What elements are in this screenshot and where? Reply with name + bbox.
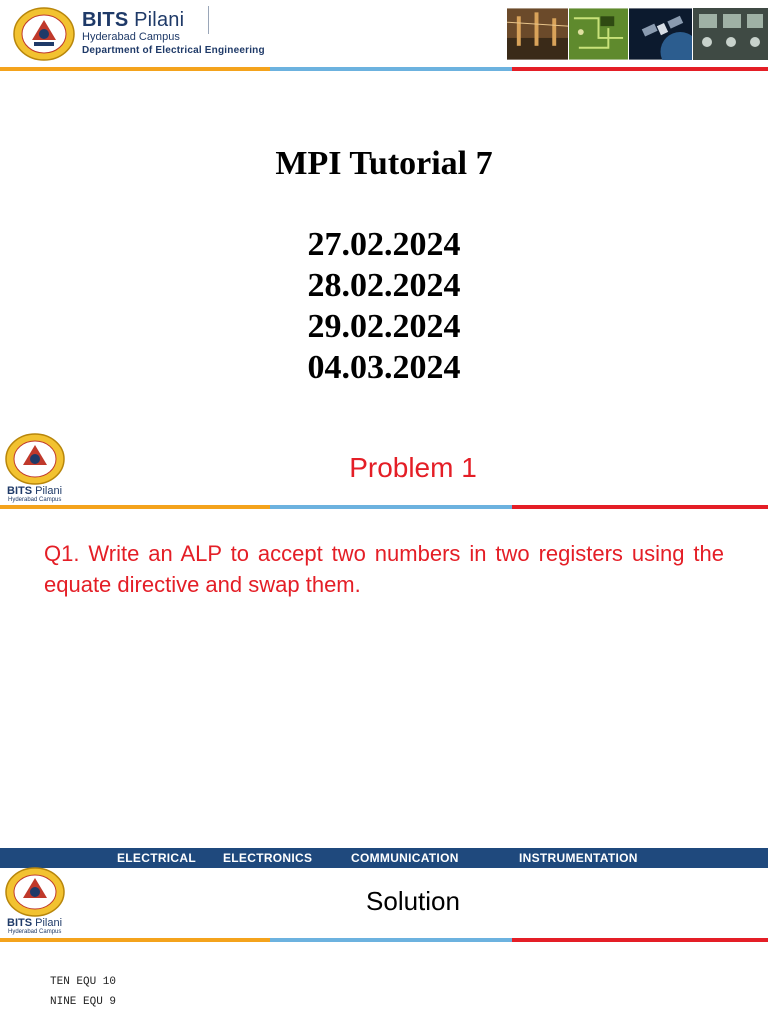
control-panel-photo (693, 8, 768, 60)
brand-small (7, 485, 62, 497)
brand-bold-text: BITS (7, 917, 33, 929)
circuit-board-photo (569, 8, 629, 60)
discipline-label: ELECTRONICS (223, 851, 313, 865)
code-line: TEN EQU 10 (50, 976, 117, 988)
solution-color-rule (0, 938, 768, 942)
brand-small (7, 917, 62, 929)
title-block (0, 140, 768, 388)
header-color-rule (0, 67, 768, 71)
brand-campus: Hyderabad Campus (82, 31, 180, 43)
tutorial-title: MPI Tutorial 7 (275, 145, 493, 182)
code-line: NINE EQU 9 (50, 996, 117, 1008)
brand-divider (208, 6, 209, 34)
brand-department: Department of Electrical Engineering (82, 45, 265, 56)
discipline-band (0, 848, 768, 868)
bits-seal-logo-icon (4, 866, 66, 918)
brand-title (82, 9, 184, 32)
session-date: 27.02.2024 (307, 226, 461, 263)
discipline-label: COMMUNICATION (351, 851, 459, 865)
brand-light-text: Pilani (134, 9, 185, 31)
brand-light-text: Pilani (35, 917, 63, 929)
session-date: 04.03.2024 (307, 349, 461, 386)
problem-color-rule (0, 505, 768, 509)
discipline-label: INSTRUMENTATION (519, 851, 638, 865)
slide-header (0, 0, 768, 72)
session-date: 29.02.2024 (307, 308, 461, 345)
brand-light-text: Pilani (35, 485, 63, 497)
brand-small-campus: Hyderabad Campus (8, 497, 62, 503)
question-text: Q1. Write an ALP to accept two numbers in two registers using the equate directive and swap them. (44, 541, 724, 597)
power-station-photo (507, 8, 569, 60)
problem-title: Problem 1 (349, 452, 477, 483)
code-block (50, 972, 116, 1012)
satellite-photo (629, 8, 693, 60)
brand-small-campus: Hyderabad Campus (8, 929, 62, 935)
bits-seal-logo-icon (12, 6, 76, 62)
header-photo-strip (507, 8, 768, 60)
brand-bold-text: BITS (82, 9, 129, 31)
solution-title: Solution (366, 886, 460, 916)
discipline-label: ELECTRICAL (117, 851, 196, 865)
brand-bold-text: BITS (7, 485, 33, 497)
bits-seal-logo-icon (4, 432, 66, 486)
session-date: 28.02.2024 (307, 267, 461, 304)
